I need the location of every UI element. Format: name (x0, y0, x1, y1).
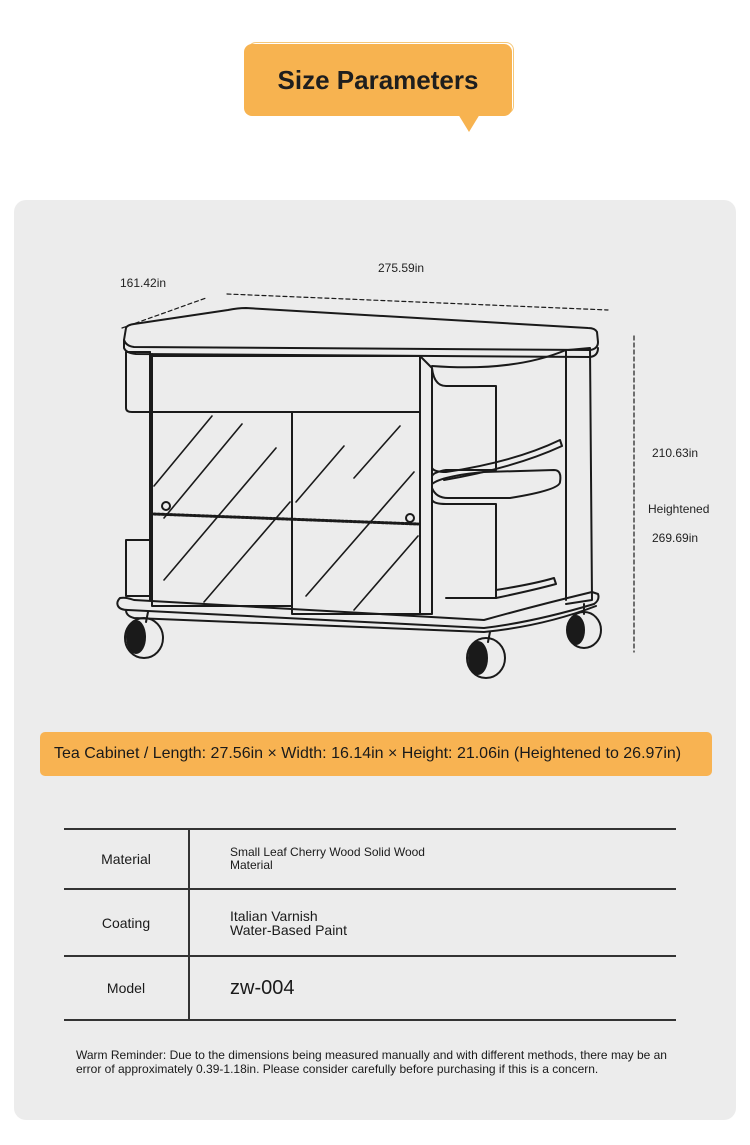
depth-label: 161.42in (120, 276, 167, 290)
spec-value-line: Material (230, 858, 273, 872)
spec-row-material (64, 828, 676, 888)
specification-table (64, 828, 676, 1021)
spec-label: Material (64, 830, 190, 888)
door-knob-right (406, 514, 414, 522)
cabinet-top (124, 308, 598, 350)
cabinet-drawing (14, 200, 736, 700)
length-dimension-line (227, 294, 608, 310)
dimensions-summary: Tea Cabinet / Length: 27.56in × Width: 16.14in × Height: 21.06in (Heightened to 26.97in) (40, 732, 712, 776)
section-title: Size Parameters (244, 44, 512, 116)
height-label: 210.63in (652, 446, 699, 460)
spec-value-line: Small Leaf Cherry Wood Solid Wood (230, 845, 425, 859)
glass-door-left (152, 412, 292, 606)
cabinet-base (117, 592, 598, 628)
spec-value (190, 890, 676, 955)
caster-wheels (125, 604, 601, 678)
glass-shelf (154, 514, 418, 524)
spec-value-line: zw-004 (230, 976, 295, 999)
heightened-label: Heightened (648, 502, 710, 516)
warm-reminder: Warm Reminder: Due to the dimensions being measured manually and with different methods, there may be an error of approximately 0.39-1.18in. Please consider carefully before purchasing if this is a concern. (76, 1048, 667, 1076)
spec-label: Coating (64, 890, 190, 955)
length-label: 275.59in (378, 261, 425, 275)
glass-door-right (292, 412, 420, 614)
glass-reflections (154, 416, 418, 610)
right-shelf-lower (496, 578, 556, 598)
right-cabinet-frame (420, 356, 432, 614)
product-dimension-card (14, 200, 736, 1120)
drawer (152, 356, 420, 412)
door-knob-left (162, 502, 170, 510)
spec-value-line: Italian Varnish (230, 907, 318, 924)
left-side-panel (126, 352, 150, 412)
heightened-height-label: 269.69in (652, 531, 699, 545)
spec-label: Model (64, 957, 190, 1019)
spec-row-model (64, 955, 676, 1021)
spec-row-coating (64, 888, 676, 955)
spec-value (190, 957, 676, 1019)
section-title-badge (244, 40, 516, 136)
badge-pointer (458, 114, 480, 132)
spec-value (190, 830, 676, 888)
spec-value-line: Water-Based Paint (230, 921, 347, 938)
right-shelf-middle (432, 470, 560, 498)
